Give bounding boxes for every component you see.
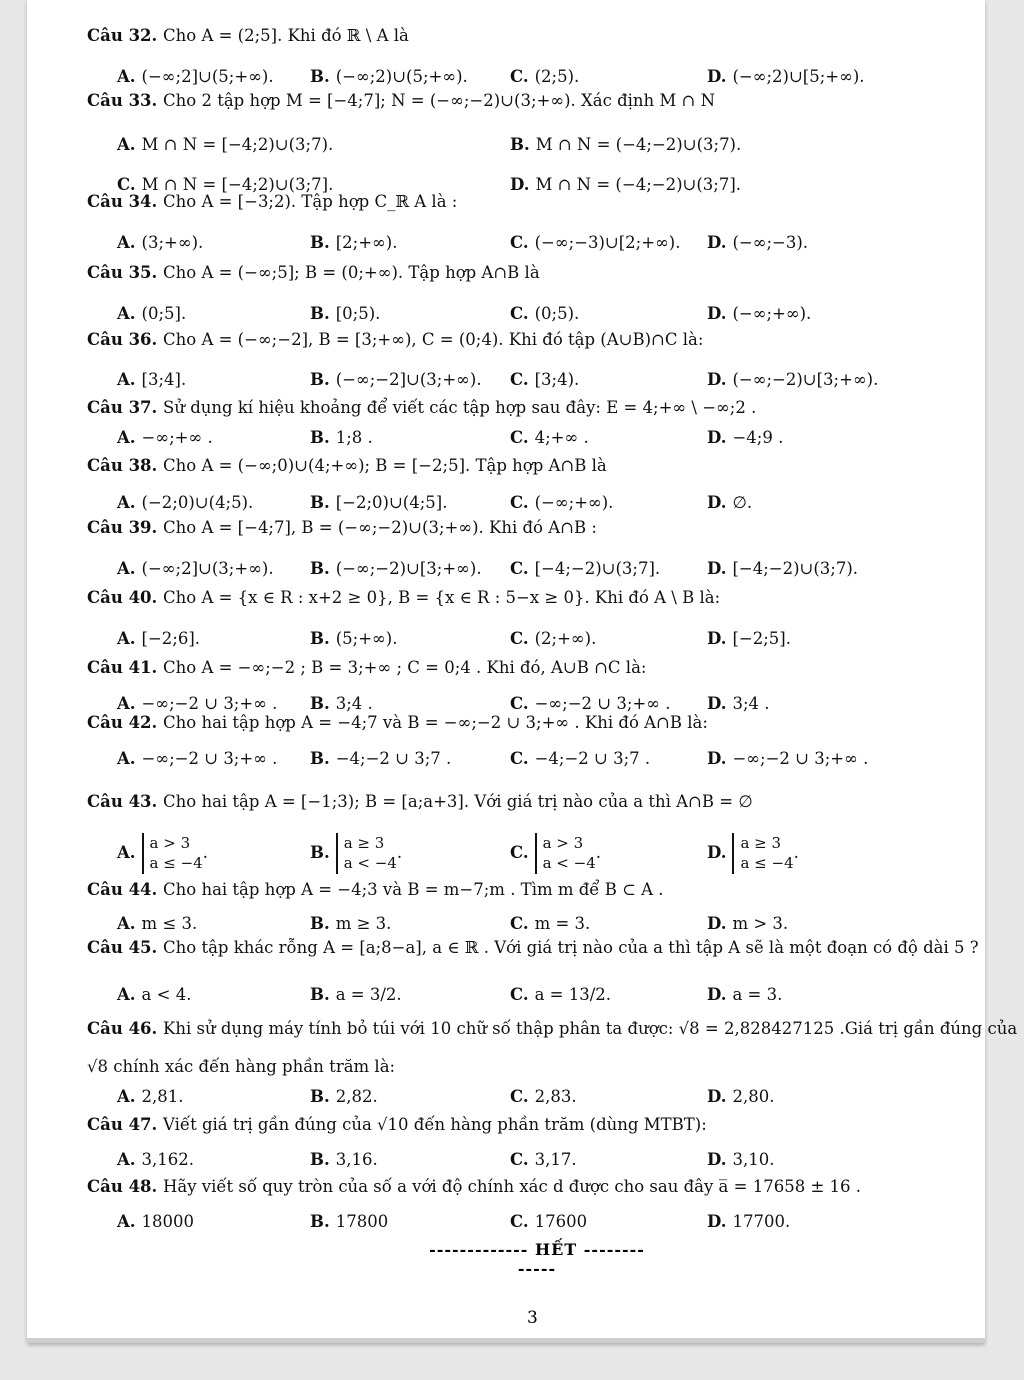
inequality-line: a ≥ 3 bbox=[740, 834, 782, 852]
answer-option-a[interactable] bbox=[117, 749, 277, 768]
question-stem bbox=[87, 398, 756, 417]
answer-option-c[interactable] bbox=[510, 370, 579, 389]
answer-option-b[interactable] bbox=[310, 1212, 388, 1231]
answer-option-d[interactable] bbox=[707, 694, 770, 713]
option-key: D. bbox=[707, 233, 727, 252]
option-key: C. bbox=[510, 304, 529, 323]
answer-option-d[interactable] bbox=[707, 1087, 774, 1106]
option-text: [2;+∞). bbox=[335, 233, 398, 252]
answer-option-d[interactable] bbox=[707, 304, 811, 323]
answer-option-c[interactable] bbox=[510, 559, 660, 578]
option-text: 3,16. bbox=[335, 1150, 378, 1169]
option-text: (3;+∞). bbox=[141, 233, 204, 252]
option-key: A. bbox=[117, 749, 136, 768]
option-key: D. bbox=[707, 1150, 727, 1169]
answer-option-a[interactable]: A. a > 3 a ≤ −4 . bbox=[117, 834, 208, 873]
inequality-line: a ≤ −4 bbox=[740, 854, 794, 873]
answer-option-c[interactable] bbox=[510, 428, 589, 447]
option-key: C. bbox=[510, 1150, 529, 1169]
option-key: B. bbox=[310, 1212, 330, 1231]
option-key: A. bbox=[117, 842, 136, 862]
answer-option-b[interactable] bbox=[310, 1087, 378, 1106]
option-key: A. bbox=[117, 914, 136, 933]
option-text: [−2;0)∪(4;5]. bbox=[335, 493, 448, 512]
option-key: B. bbox=[310, 559, 330, 578]
answer-option-a[interactable] bbox=[117, 985, 191, 1004]
option-key: B. bbox=[310, 629, 330, 648]
question-stem bbox=[87, 792, 753, 811]
answer-option-b[interactable] bbox=[310, 629, 397, 648]
option-key: C. bbox=[510, 1087, 529, 1106]
question-stem bbox=[87, 713, 708, 732]
option-key: C. bbox=[510, 559, 529, 578]
option-text: 17800 bbox=[335, 1212, 389, 1231]
option-key: D. bbox=[707, 914, 727, 933]
question-text: Cho A = (−∞;0)∪(4;+∞); B = [−2;5]. Tập hợp A∩B là bbox=[163, 456, 607, 475]
option-key: A. bbox=[117, 559, 136, 578]
question-text: Cho hai tập hợp A = −4;3 và B = m−7;m . Tìm m để B ⊂ A . bbox=[163, 880, 664, 899]
answer-option-b[interactable] bbox=[310, 694, 373, 713]
option-text: (−∞;2]∪(3;+∞). bbox=[141, 559, 274, 578]
question-label: Câu 36. bbox=[87, 330, 164, 349]
option-key: A. bbox=[117, 428, 136, 447]
answer-option-c[interactable] bbox=[510, 304, 579, 323]
option-key: B. bbox=[310, 233, 330, 252]
answer-option-d[interactable] bbox=[707, 370, 878, 389]
question-text: Cho A = (−∞;−2], B = [3;+∞), C = (0;4). Khi đó tập (A∪B)∩C là: bbox=[163, 330, 704, 349]
answer-option-c[interactable]: C. a > 3 a < −4 . bbox=[510, 834, 602, 873]
option-text: (−∞;2]∪(5;+∞). bbox=[141, 67, 274, 86]
option-text: (−∞;+∞). bbox=[534, 493, 614, 512]
answer-option-a[interactable] bbox=[117, 233, 203, 252]
inequality-line: a ≥ 3 bbox=[343, 834, 385, 852]
answer-option-d[interactable] bbox=[707, 559, 858, 578]
option-text: 3;4 . bbox=[335, 694, 373, 713]
option-text: −∞;−2 ∪ 3;+∞ . bbox=[141, 749, 278, 768]
option-text: −4;9 . bbox=[732, 428, 784, 447]
inequality-system bbox=[732, 833, 793, 874]
option-key: B. bbox=[310, 914, 330, 933]
option-key: B. bbox=[310, 370, 330, 389]
option-key: A. bbox=[117, 135, 136, 154]
question-stem bbox=[87, 658, 646, 677]
option-key: B. bbox=[510, 135, 530, 154]
option-key: D. bbox=[707, 559, 727, 578]
option-text: 3,162. bbox=[141, 1150, 195, 1169]
answer-option-a[interactable] bbox=[117, 135, 333, 154]
option-text: −∞;−2 ∪ 3;+∞ . bbox=[732, 749, 869, 768]
question-text: Cho hai tập hợp A = −4;7 và B = −∞;−2 ∪ 3;+∞ . Khi đó A∩B là: bbox=[163, 713, 708, 732]
answer-option-d[interactable] bbox=[707, 1212, 790, 1231]
question-label: Câu 44. bbox=[87, 880, 164, 899]
option-key: D. bbox=[707, 629, 727, 648]
question-text: Hãy viết số quy tròn của số a với độ chính xác d được cho sau đây a̅ = 17658 ± 16 . bbox=[163, 1177, 861, 1196]
answer-option-d[interactable] bbox=[707, 493, 752, 512]
option-text: (−∞;−3)∪[2;+∞). bbox=[534, 233, 681, 252]
option-key: C. bbox=[510, 493, 529, 512]
option-key: A. bbox=[117, 694, 136, 713]
inequality-line: a > 3 bbox=[149, 834, 191, 852]
option-text: −∞;−2 ∪ 3;+∞ . bbox=[141, 694, 278, 713]
option-key: A. bbox=[117, 233, 136, 252]
option-text: 4;+∞ . bbox=[534, 428, 589, 447]
question-label: Câu 39. bbox=[87, 518, 164, 537]
option-text: [−4;−2)∪(3;7]. bbox=[534, 559, 661, 578]
inequality-system bbox=[142, 833, 203, 874]
question-text: Khi sử dụng máy tính bỏ túi với 10 chữ số thập phân ta được: √8 = 2,828427125 .Giá trị gần đúng của bbox=[163, 1019, 1018, 1038]
option-key: B. bbox=[310, 1150, 330, 1169]
option-text: M ∩ N = (−4;−2)∪(3;7). bbox=[535, 135, 742, 154]
question-stem bbox=[87, 456, 607, 475]
question-text: Cho A = {x ∈ R : x+2 ≥ 0}, B = {x ∈ R : 5−x ≥ 0}. Khi đó A \ B là: bbox=[163, 588, 721, 607]
option-text: M ∩ N = (−4;−2)∪(3;7]. bbox=[535, 175, 742, 194]
answer-option-d[interactable] bbox=[707, 1150, 774, 1169]
option-key: A. bbox=[117, 1150, 136, 1169]
answer-option-a[interactable] bbox=[117, 914, 197, 933]
option-text: [−2;5]. bbox=[732, 629, 791, 648]
option-key: D. bbox=[707, 842, 727, 862]
answer-option-c[interactable] bbox=[510, 493, 613, 512]
option-text: (−2;0)∪(4;5). bbox=[141, 493, 254, 512]
answer-option-c[interactable] bbox=[510, 749, 650, 768]
option-key: D. bbox=[707, 749, 727, 768]
answer-option-a[interactable] bbox=[117, 1150, 194, 1169]
answer-option-c[interactable] bbox=[510, 1212, 587, 1231]
question-text: Cho A = (2;5]. Khi đó ℝ \ A là bbox=[163, 26, 409, 45]
question-text: Cho hai tập A = [−1;3); B = [a;a+3]. Với giá trị nào của a thì A∩B = ∅ bbox=[163, 792, 753, 811]
option-text: M ∩ N = [−4;2)∪(3;7). bbox=[141, 135, 334, 154]
option-key: D. bbox=[707, 1212, 727, 1231]
option-key: D. bbox=[707, 304, 727, 323]
answer-option-b[interactable] bbox=[310, 370, 482, 389]
option-text: 2,80. bbox=[732, 1087, 775, 1106]
option-key: B. bbox=[310, 428, 330, 447]
inequality-line: a ≤ −4 bbox=[149, 854, 203, 873]
option-text: a = 3. bbox=[732, 985, 783, 1004]
option-text: (−∞;−2)∪[3;+∞). bbox=[732, 370, 879, 389]
question-label: Câu 40. bbox=[87, 588, 164, 607]
answer-option-b[interactable] bbox=[310, 1150, 378, 1169]
option-text: (−∞;−3). bbox=[732, 233, 809, 252]
question-label: Câu 41. bbox=[87, 658, 164, 677]
question-stem bbox=[87, 880, 664, 899]
option-text: [3;4]. bbox=[141, 370, 187, 389]
answer-option-b[interactable] bbox=[310, 493, 447, 512]
option-text: 3,10. bbox=[732, 1150, 775, 1169]
option-key: A. bbox=[117, 493, 136, 512]
question-label: Câu 46. bbox=[87, 1019, 164, 1038]
option-key: D. bbox=[707, 493, 727, 512]
option-text: (2;+∞). bbox=[534, 629, 597, 648]
answer-option-d[interactable]: D. a ≥ 3 a ≤ −4 . bbox=[707, 834, 799, 873]
question-stem bbox=[87, 263, 540, 282]
question-stem bbox=[87, 588, 720, 607]
answer-option-d[interactable] bbox=[510, 175, 741, 194]
answer-option-c[interactable] bbox=[510, 1087, 577, 1106]
question-label: Câu 47. bbox=[87, 1115, 164, 1134]
question-text: Cho A = −∞;−2 ; B = 3;+∞ ; C = 0;4 . Khi đó, A∪B ∩C là: bbox=[163, 658, 647, 677]
option-key: C. bbox=[510, 749, 529, 768]
answer-option-d[interactable] bbox=[707, 985, 782, 1004]
option-text: (−∞;−2]∪(3;+∞). bbox=[335, 370, 482, 389]
option-key: C. bbox=[510, 67, 529, 86]
option-key: B. bbox=[310, 67, 330, 86]
question-label: Câu 45. bbox=[87, 938, 164, 957]
exam-page bbox=[27, 0, 1018, 1343]
option-text: m > 3. bbox=[732, 914, 789, 933]
question-label: Câu 37. bbox=[87, 398, 164, 417]
question-stem bbox=[87, 1177, 861, 1196]
answer-option-a[interactable] bbox=[117, 67, 274, 86]
option-text: (0;5). bbox=[534, 304, 580, 323]
option-text: 3,17. bbox=[534, 1150, 577, 1169]
option-text: 2,83. bbox=[534, 1087, 577, 1106]
option-key: C. bbox=[510, 233, 529, 252]
option-key: D. bbox=[707, 428, 727, 447]
option-text: (5;+∞). bbox=[335, 629, 398, 648]
option-text: [3;4). bbox=[534, 370, 580, 389]
question-label: Câu 48. bbox=[87, 1177, 164, 1196]
option-key: C. bbox=[510, 985, 529, 1004]
question-label: Câu 43. bbox=[87, 792, 164, 811]
question-label: Câu 33. bbox=[87, 91, 164, 110]
answer-option-b[interactable] bbox=[310, 985, 402, 1004]
answer-option-c[interactable] bbox=[510, 985, 611, 1004]
option-key: A. bbox=[117, 1087, 136, 1106]
option-key: D. bbox=[707, 694, 727, 713]
answer-option-b[interactable] bbox=[310, 304, 380, 323]
question-text: Viết giá trị gần đúng của √10 đến hàng phần trăm (dùng MTBT): bbox=[163, 1115, 707, 1134]
option-key: A. bbox=[117, 629, 136, 648]
option-key: D. bbox=[707, 1087, 727, 1106]
option-text: [−2;6]. bbox=[141, 629, 201, 648]
option-key: B. bbox=[310, 985, 330, 1004]
option-key: A. bbox=[117, 370, 136, 389]
option-text: (0;5]. bbox=[141, 304, 187, 323]
option-text: 2,82. bbox=[335, 1087, 378, 1106]
inequality-system bbox=[336, 833, 397, 874]
option-text: (−∞;+∞). bbox=[732, 304, 812, 323]
answer-option-b[interactable] bbox=[310, 233, 397, 252]
option-key: B. bbox=[310, 493, 330, 512]
option-text: (−∞;2)∪[5;+∞). bbox=[732, 67, 865, 86]
option-key: D. bbox=[707, 370, 727, 389]
option-text: 2,81. bbox=[141, 1087, 184, 1106]
option-key: A. bbox=[117, 1212, 136, 1231]
question-label: Câu 38. bbox=[87, 456, 164, 475]
answer-option-d[interactable] bbox=[707, 914, 788, 933]
question-label: Câu 35. bbox=[87, 263, 164, 282]
option-key: C. bbox=[510, 914, 529, 933]
question-stem bbox=[87, 1115, 707, 1134]
question-stem bbox=[87, 330, 703, 349]
option-text: −∞;+∞ . bbox=[141, 428, 213, 447]
answer-option-a[interactable] bbox=[117, 559, 274, 578]
option-text: M ∩ N = [−4;2)∪(3;7]. bbox=[141, 175, 334, 194]
answer-option-b[interactable] bbox=[310, 428, 373, 447]
question-stem bbox=[87, 192, 457, 211]
question-text: Cho tập khác rỗng A = [a;8−a], a ∈ ℝ . Với giá trị nào của a thì tập A sẽ là một đoạn có độ dài 5 ? bbox=[163, 938, 979, 957]
answer-option-c[interactable] bbox=[510, 694, 670, 713]
inequality-system bbox=[535, 833, 596, 874]
option-key: C. bbox=[510, 629, 529, 648]
question-text-line2: √8 chính xác đến hàng phần trăm là: bbox=[87, 1057, 396, 1076]
answer-option-d[interactable] bbox=[707, 749, 868, 768]
option-key: C. bbox=[117, 175, 136, 194]
answer-option-d[interactable] bbox=[707, 428, 783, 447]
answer-option-b[interactable] bbox=[510, 135, 741, 154]
question-label: Câu 42. bbox=[87, 713, 164, 732]
answer-option-c[interactable] bbox=[510, 233, 681, 252]
option-text: −4;−2 ∪ 3;7 . bbox=[335, 749, 452, 768]
question-text: Cho 2 tập hợp M = [−4;7]; N = (−∞;−2)∪(3;+∞). Xác định M ∩ N bbox=[163, 91, 716, 110]
option-text: −∞;−2 ∪ 3;+∞ . bbox=[534, 694, 671, 713]
answer-option-d[interactable] bbox=[707, 233, 808, 252]
option-key: A. bbox=[117, 67, 136, 86]
answer-option-a[interactable] bbox=[117, 1087, 184, 1106]
question-text: Cho A = (−∞;5]; B = (0;+∞). Tập hợp A∩B là bbox=[163, 263, 540, 282]
option-key: B. bbox=[310, 694, 330, 713]
option-text: m = 3. bbox=[534, 914, 591, 933]
option-text: m ≥ 3. bbox=[335, 914, 392, 933]
answer-option-b[interactable]: B. a ≥ 3 a < −4 . bbox=[310, 834, 403, 873]
option-text: (−∞;−2)∪[3;+∞). bbox=[335, 559, 482, 578]
option-text: [0;5). bbox=[335, 304, 381, 323]
option-key: D. bbox=[707, 67, 727, 86]
option-text: (2;5). bbox=[534, 67, 580, 86]
answer-option-a[interactable] bbox=[117, 493, 253, 512]
answer-option-d[interactable] bbox=[707, 629, 791, 648]
option-key: C. bbox=[510, 370, 529, 389]
inequality-line: a > 3 bbox=[542, 834, 584, 852]
inequality-line: a < −4 bbox=[542, 854, 596, 873]
question-text: Cho A = [−3;2). Tập hợp C_ℝ A là : bbox=[163, 192, 458, 211]
question-text: Sử dụng kí hiệu khoảng để viết các tập hợp sau đây: E = 4;+∞ \ −∞;2 . bbox=[163, 398, 757, 417]
option-text: a < 4. bbox=[141, 985, 192, 1004]
question-stem bbox=[87, 518, 597, 537]
option-text: ∅. bbox=[732, 493, 753, 512]
option-key: C. bbox=[510, 694, 529, 713]
question-stem bbox=[87, 938, 979, 957]
answer-option-b[interactable] bbox=[310, 914, 391, 933]
answer-option-b[interactable] bbox=[310, 749, 451, 768]
option-key: B. bbox=[310, 842, 330, 862]
answer-option-c[interactable] bbox=[510, 629, 596, 648]
option-text: −4;−2 ∪ 3;7 . bbox=[534, 749, 651, 768]
option-text: 17700. bbox=[732, 1212, 791, 1231]
option-key: B. bbox=[310, 749, 330, 768]
option-key: C. bbox=[510, 842, 529, 862]
question-label: Câu 34. bbox=[87, 192, 164, 211]
option-key: A. bbox=[117, 304, 136, 323]
option-key: B. bbox=[310, 1087, 330, 1106]
option-text: 1;8 . bbox=[335, 428, 373, 447]
option-text: m ≤ 3. bbox=[141, 914, 198, 933]
answer-option-a[interactable] bbox=[117, 694, 277, 713]
answer-option-c[interactable] bbox=[510, 914, 590, 933]
option-key: C. bbox=[510, 428, 529, 447]
inequality-line: a < −4 bbox=[343, 854, 397, 873]
answer-option-a[interactable] bbox=[117, 428, 213, 447]
option-text: 3;4 . bbox=[732, 694, 770, 713]
page-number: 3 bbox=[527, 1308, 538, 1328]
question-stem bbox=[87, 91, 715, 110]
question-stem bbox=[87, 26, 409, 45]
option-text: 18000 bbox=[141, 1212, 195, 1231]
question-stem bbox=[87, 1019, 1017, 1038]
answer-option-a[interactable] bbox=[117, 304, 186, 323]
answer-option-a[interactable] bbox=[117, 370, 186, 389]
option-key: D. bbox=[707, 985, 727, 1004]
option-key: A. bbox=[117, 985, 136, 1004]
option-text: a = 13/2. bbox=[534, 985, 612, 1004]
answer-option-a[interactable] bbox=[117, 1212, 194, 1231]
option-key: B. bbox=[310, 304, 330, 323]
answer-option-c[interactable] bbox=[510, 1150, 577, 1169]
answer-option-d[interactable] bbox=[707, 67, 865, 86]
option-text: (−∞;2)∪(5;+∞). bbox=[335, 67, 468, 86]
answer-option-b[interactable] bbox=[310, 559, 482, 578]
option-key: C. bbox=[510, 1212, 529, 1231]
answer-option-b[interactable] bbox=[310, 67, 468, 86]
answer-option-a[interactable] bbox=[117, 629, 200, 648]
end-marker: ------------- HẾT ------------- bbox=[429, 1240, 645, 1278]
answer-option-c[interactable] bbox=[510, 67, 579, 86]
option-text: 17600 bbox=[534, 1212, 588, 1231]
option-key: D. bbox=[510, 175, 530, 194]
option-text: a = 3/2. bbox=[335, 985, 402, 1004]
question-text: Cho A = [−4;7], B = (−∞;−2)∪(3;+∞). Khi đó A∩B : bbox=[163, 518, 597, 537]
option-text: [−4;−2)∪(3;7). bbox=[732, 559, 859, 578]
question-label: Câu 32. bbox=[87, 26, 164, 45]
